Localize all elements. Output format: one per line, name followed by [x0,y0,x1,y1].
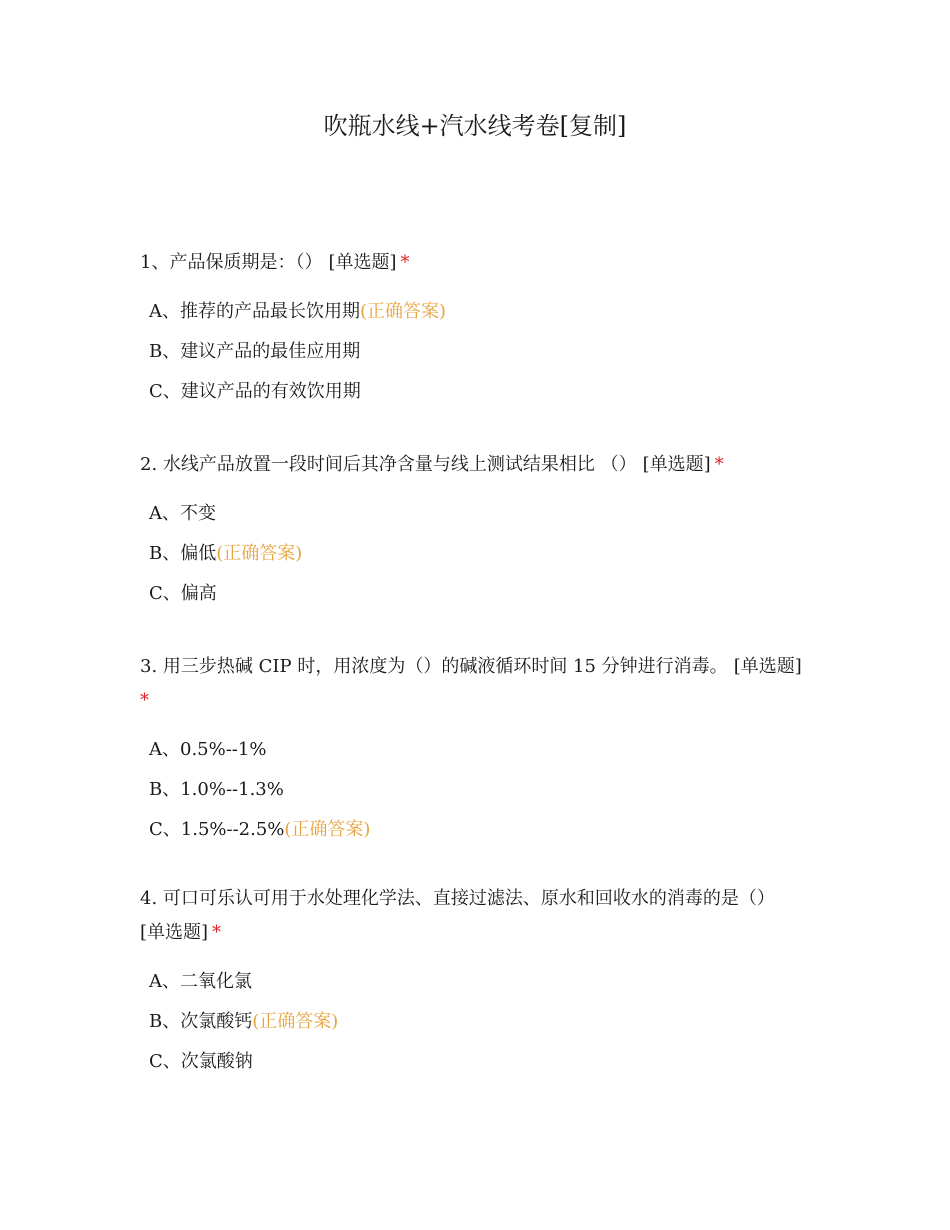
option-c[interactable] [149,372,810,412]
option-label: B、建议产品的最佳应用期 [149,341,361,362]
option-label: C、1.5%--2.5% [149,819,285,840]
option-label: C、次氯酸钠 [149,1051,253,1072]
option-label: A、0.5%--1% [149,739,267,760]
option-b[interactable] [149,770,810,810]
question-4 [140,882,810,1082]
option-label: C、偏高 [149,583,217,604]
question-type: [单选题] [140,922,209,943]
question-1 [140,246,810,412]
option-b[interactable] [149,1002,810,1042]
option-a[interactable] [149,962,810,1002]
option-label: B、次氯酸钙 [149,1011,253,1032]
required-mark: * [714,454,724,475]
option-list [140,730,810,850]
question-3 [140,650,810,850]
question-2 [140,448,810,614]
option-list [140,494,810,614]
question-type: [单选题] [733,656,802,677]
option-label: C、建议产品的有效饮用期 [149,381,361,402]
required-mark: * [140,690,149,711]
option-a[interactable] [149,730,810,770]
option-b[interactable] [149,534,810,574]
option-label: A、推荐的产品最长饮用期 [149,301,360,322]
option-label: B、1.0%--1.3% [149,779,284,800]
option-label: B、偏低 [149,543,217,564]
option-b[interactable] [149,332,810,372]
option-a[interactable] [149,494,810,534]
required-mark: * [212,922,222,943]
option-c[interactable] [149,1042,810,1082]
question-text [140,448,810,482]
option-label: A、不变 [149,503,216,524]
page-title: 吹瓶水线+汽水线考卷[复制] [323,112,627,140]
option-c[interactable] [149,574,810,614]
option-list [140,292,810,412]
question-stem: 2. 水线产品放置一段时间后其净含量与线上测试结果相比 （） [140,454,637,475]
correct-answer-tag: (正确答案) [252,1011,339,1032]
correct-answer-tag: (正确答案) [216,543,303,564]
question-type: [单选题] [328,252,397,273]
question-text [140,882,810,950]
question-type: [单选题] [642,454,711,475]
option-a[interactable] [149,292,810,332]
correct-answer-tag: (正确答案) [360,301,447,322]
question-text [140,650,810,718]
question-text [140,246,810,280]
question-stem: 3. 用三步热碱 CIP 时，用浓度为（）的碱液循环时间 15 分钟进行消毒。 [140,656,728,677]
option-list [140,962,810,1082]
question-stem: 1、产品保质期是：（） [140,252,323,273]
option-label: A、二氧化氯 [149,971,252,992]
option-c[interactable] [149,810,810,850]
question-stem: 4. 可口可乐认可用于水处理化学法、直接过滤法、原水和回收水的消毒的是（） [140,888,775,909]
correct-answer-tag: (正确答案) [284,819,371,840]
required-mark: * [400,252,410,273]
